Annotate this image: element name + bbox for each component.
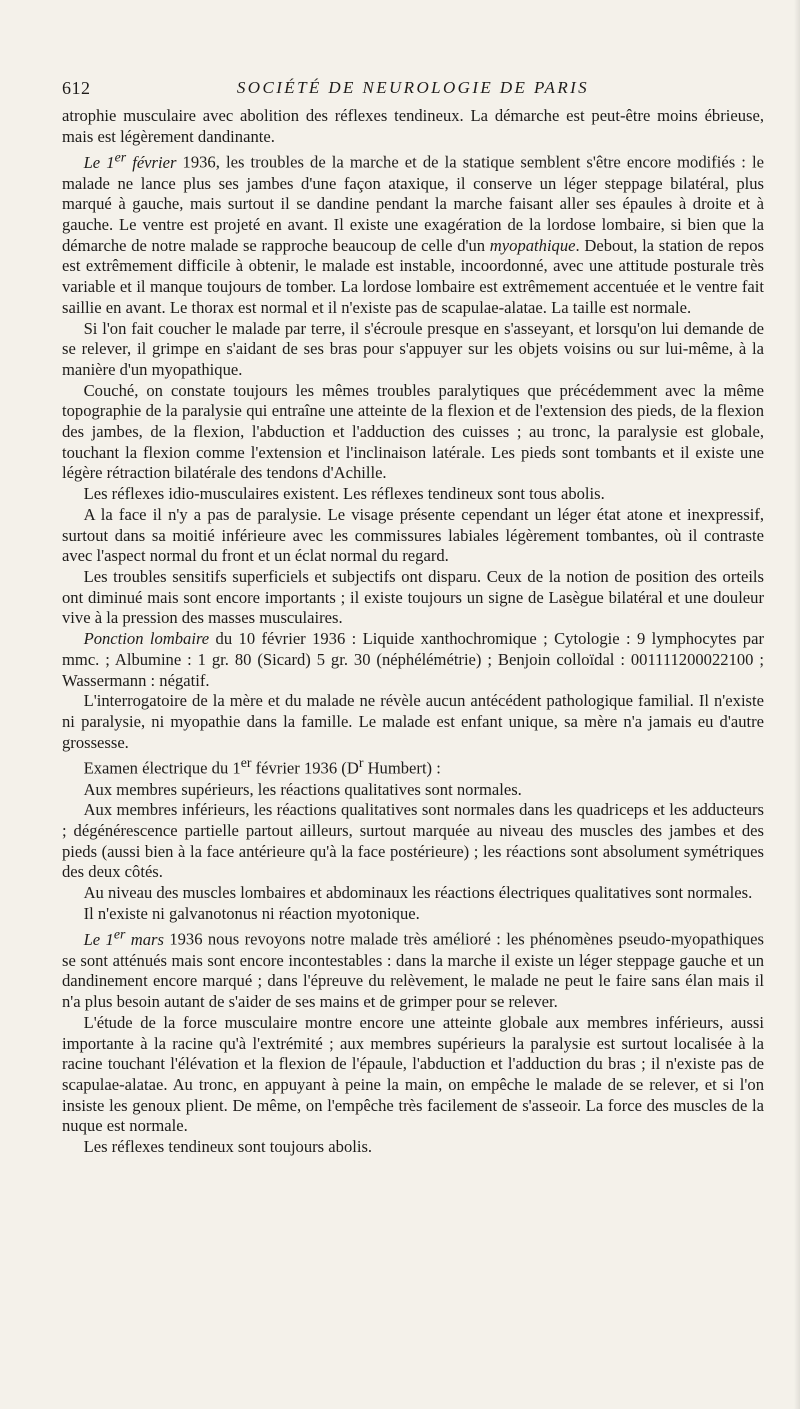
paragraph: Il n'existe ni galvanotonus ni réaction myotonique. — [83, 903, 420, 923]
paragraph: A la face il n'y a pas de paralysie. Le visage présente cependant un léger état atone et inexpressif, surtout dans sa moitié inférieure avec les commissures labiales légèrement tombantes, où il contraste avec l'aspect normal du front et un éclat normal du regard. — [62, 504, 764, 566]
paragraph: Le 1er mars 1936 nous revoyons notre malade très amélioré : les phénomènes pseudo-myopathiques se sont atténués mais sont encore incontestables : dans la marche il existe un léger steppage gauche et un dandinement encore marqué ; dans l'épreuve du relèvement, le malade ne peut le faire sans élan mais il n'a plus besoin autant de s'aider de ses mains et de grimper pour se relever. — [62, 926, 764, 1012]
paragraph: Ponction lombaire du 10 février 1936 : Liquide xanthochromique ; Cytologie : 9 lymphocytes par mmc. ; Albumine : 1 gr. 80 (Sicard) 5 gr. 30 (néphélémétrie) ; Benjoin colloïdal : 001111200022100 ; Wassermann : négatif. — [62, 629, 764, 690]
page-number: 612 — [62, 78, 91, 98]
paragraph: atrophie musculaire avec abolition des réflexes tendineux. La démarche est peut-être moins ébrieuse, mais est légèrement dandinante. — [62, 106, 764, 146]
page-header — [62, 78, 764, 100]
paragraph: L'étude de la force musculaire montre encore une atteinte globale aux membres inférieurs, aussi importante à la racine qu'à l'extrémité ; aux membres supérieurs la paralysie est surtout localisée à la racine touchant l'élévation et la flexion de l'épaule, l'abduction et l'adduction du bras ; il n'existe pas de scapulae-alatae. Au tronc, en appuyant à peine la main, on empêche le malade de se relever, et si l'on insiste les genoux plient. De même, on l'empêche très facilement de s'asseoir. La force des muscles de la nuque est normale. — [62, 1012, 764, 1136]
paragraph: Au niveau des muscles lombaires et abdominaux les réactions électriques qualitatives sont normales. — [83, 883, 753, 903]
paragraph: Couché, on constate toujours les mêmes troubles paralytiques que précédemment avec la même topographie de la paralysie qui entraîne une atteinte de la flexion et de l'extension des pieds, de la flexion des jambes, de la flexion, l'abduction et l'adduction des cuisses ; au tronc, la paralysie est globale, touchant la flexion comme l'extension et l'inclinaison latérale. Les pieds sont tombants et il existe une légère rétraction bilatérale des tendons d'Achille. — [62, 380, 764, 483]
italic-heading: Ponction lombaire — [83, 629, 210, 649]
paragraph: L'interrogatoire de la mère et du malade ne révèle aucun antécédent pathologique familial. Il n'existe ni paralysie, ni myopathie dans la famille. Le malade est enfant unique, sa mère n'a jamais eu d'autre grossesse. — [62, 691, 764, 752]
paragraph: Les troubles sensitifs superficiels et subjectifs ont disparu. Ceux de la notion de position des orteils ont diminué mais sont encore importants ; il existe toujours un signe de Lasègue bilatéral et une douleur vive à la pression des masses musculaires. — [62, 567, 764, 628]
date-1er-mars: Le 1er mars — [83, 926, 164, 950]
paragraph: Aux membres supérieurs, les réactions qualitatives sont normales. — [83, 779, 522, 799]
running-title: SOCIÉTÉ DE NEUROLOGIE DE PARIS — [236, 78, 590, 97]
paragraph: Examen électrique du 1er février 1936 ($D^r$ Humbert) : — [83, 755, 441, 778]
paragraph: Si l'on fait coucher le malade par terre, il s'écroule presque en s'asseyant, et lorsqu'on lui demande de se relever, il grimpe en s'aidant de ses bras pour s'appuyer sur les objets voisins ou sur lui-même, à la manière d'un myopathique. — [62, 318, 764, 379]
date-1er-fevrier: Le 1er février — [83, 149, 177, 172]
paragraph: Les réflexes idio-musculaires existent. Les réflexes tendineux sont tous abolis. — [83, 484, 605, 504]
paragraph: Les réflexes tendineux sont toujours abolis. — [83, 1137, 373, 1157]
paragraph: Le 1er février 1936, les troubles de la marche et de la statique semblent s'être encore modifiés : le malade ne lance plus ses jambes d'une façon ataxique, il conserve un léger steppage bilatéral, plus marqué à gauche, mais surtout il se dandine pendant la marche faisant aller ses épaules à droite et à gauche. Le ventre est projeté en avant. Il existe une exagération de la lordose lombaire, si bien que la démarche de notre malade se rapproche beaucoup de celle d'un myopathique. Debout, la station de repos est extrêmement difficile à obtenir, le malade est instable, incoordonné, avec une attitude posturale très variable et il manque toujours de tomber. La lordose lombaire est extrêmement accentuée et le ventre fait saillie en avant. Le thorax est normal et il n'existe pas de scapulae-alatae. La taille est normale. — [62, 149, 765, 317]
paragraph: Aux membres inférieurs, les réactions qualitatives sont normales dans les quadriceps et les adducteurs ; dégénérescence partielle partout ailleurs, surtout marquée au niveau des muscles des jambes et des pieds (aussi bien à la face antérieure qu'à la face postérieure) ; les réactions sont absolument symétriques des deux côtés. — [62, 800, 764, 882]
italic-term: myopathique — [489, 235, 576, 255]
body-text — [62, 106, 764, 1158]
page-edge-shadow — [794, 0, 800, 1409]
